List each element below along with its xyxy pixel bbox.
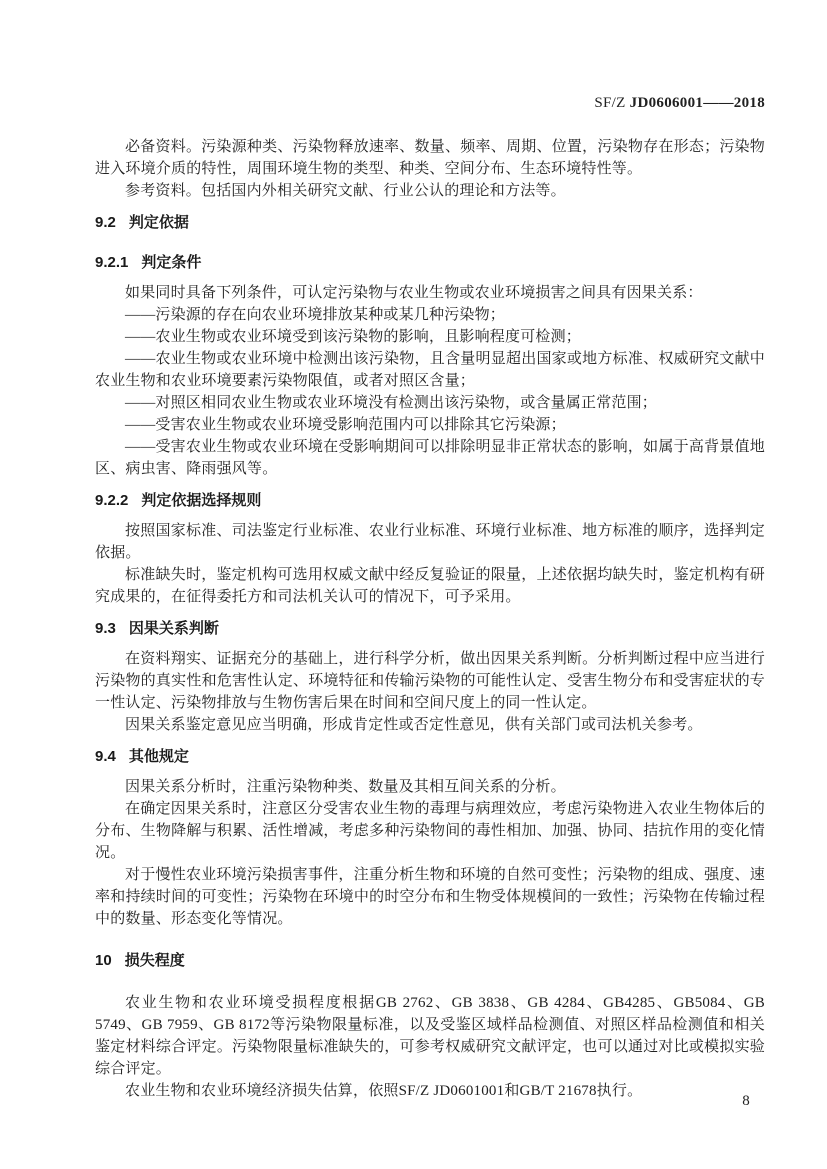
section-title: 判定依据: [128, 214, 189, 231]
paragraph: 因果关系分析时，注重污染物种类、数量及其相互间关系的分析。: [125, 779, 566, 795]
paragraph: 在确定因果关系时，注意区分受害农业生物的毒理与病理效应，考虑污染物进入农业生物体后的分布、生物降解与积累、活性增减，考虑多种污染物间的毒性相加、加强、协同、拮抗作用的变化情况。: [95, 801, 765, 861]
paragraph: 农业生物和农业环境受损程度根据GB 2762、GB 3838、GB 4284、GB4285、GB5084、GB 5749、GB 7959、GB 8172等污染物限量标准，以及受鉴区域样品检测值、对照区样品检测值和相关鉴定材料综合评定。污染物限量标准缺失的，可参考权威研究文献评定，也可以通过对比或模拟实验综合评定。: [95, 995, 765, 1077]
paragraph: 按照国家标准、司法鉴定行业标准、农业行业标准、环境行业标准、地方标准的顺序，选择判定依据。: [95, 523, 765, 561]
paragraph: 标准缺失时，鉴定机构可选用权威文献中经反复验证的限量，上述依据均缺失时，鉴定机构有研究成果的，在征得委托方和司法机关认可的情况下，可予采用。: [95, 567, 765, 605]
paragraph: 对于慢性农业环境污染损害事件，注重分析生物和环境的自然可变性；污染物的组成、强度、速率和持续时间的可变性；污染物在环境中的时空分布和生物受体规模间的一致性；污染物在传输过程中的数量、形态变化等情况。: [95, 867, 765, 927]
section-number: 9.2.2: [95, 492, 129, 509]
chapter-number: 10: [95, 952, 112, 969]
section-title: 其他规定: [128, 748, 189, 765]
section-number: 9.2.1: [95, 254, 129, 271]
paragraph: 参考资料。包括国内外相关研究文献、行业公认的理论和方法等。: [125, 183, 566, 199]
section-title: 判定条件: [141, 254, 202, 271]
paragraph: 在资料翔实、证据充分的基础上，进行科学分析，做出因果关系判断。分析判断过程中应当进行污染物的真实性和危害性认定、环境特征和传输污染物的可能性认定、受害生物分布和受害症状的专一性认定、污染物排放与生物伤害后果在时间和空间尺度上的同一性认定。: [95, 651, 765, 711]
document-body: [95, 136, 765, 1102]
section-number: 9.2: [95, 214, 116, 231]
hyphen-list-item: ——受害农业生物或农业环境在受影响期间可以排除明显非正常状态的影响，如属于高背景值地区、病虫害、降雨强风等。: [95, 439, 765, 477]
hyphen-list-item: ——农业生物或农业环境受到该污染物的影响，且影响程度可检测；: [125, 329, 582, 345]
paragraph: 如果同时具备下列条件，可认定污染物与农业生物或农业环境损害之间具有因果关系：: [125, 285, 703, 301]
section-heading-9-2-1: [95, 252, 765, 274]
hyphen-list-item: ——农业生物或农业环境中检测出该污染物，且含量明显超出国家或地方标准、权威研究文献中农业生物和农业环境要素污染物限值，或者对照区含量；: [95, 351, 765, 389]
section-heading-9-3: [95, 618, 765, 640]
section-heading-9-2-2: [95, 490, 765, 512]
paragraph: 必备资料。污染源种类、污染物释放速率、数量、频率、周期、位置，污染物存在形态；污染物进入环境介质的特性，周围环境生物的类型、种类、空间分布、生态环境特性等。: [95, 139, 765, 177]
section-number: 9.4: [95, 748, 116, 765]
section-title: 因果关系判断: [128, 620, 219, 637]
section-title: 判定依据选择规则: [141, 492, 262, 509]
paragraph: 农业生物和农业环境经济损失估算，依照SF/Z JD0601001和GB/T 21678执行。: [125, 1083, 643, 1099]
standard-prefix: SF/Z: [594, 95, 630, 111]
chapter-heading-10: [95, 950, 765, 972]
page-number: 8: [742, 1093, 750, 1109]
paragraph: 因果关系鉴定意见应当明确，形成肯定性或否定性意见，供有关部门或司法机关参考。: [125, 717, 703, 733]
section-heading-9-4: [95, 746, 765, 768]
hyphen-list-item: ——污染源的存在向农业环境排放某种或某几种污染物；: [125, 307, 506, 323]
standard-number: JD0606001——2018: [629, 95, 765, 111]
hyphen-list-item: ——对照区相同农业生物或农业环境没有检测出该污染物，或含量属正常范围；: [125, 395, 658, 411]
hyphen-list-item: ——受害农业生物或农业环境受影响范围内可以排除其它污染源；: [125, 417, 566, 433]
section-number: 9.3: [95, 620, 116, 637]
chapter-title: 损失程度: [124, 952, 185, 969]
section-heading-9-2: [95, 212, 765, 234]
page-header: [95, 94, 765, 112]
